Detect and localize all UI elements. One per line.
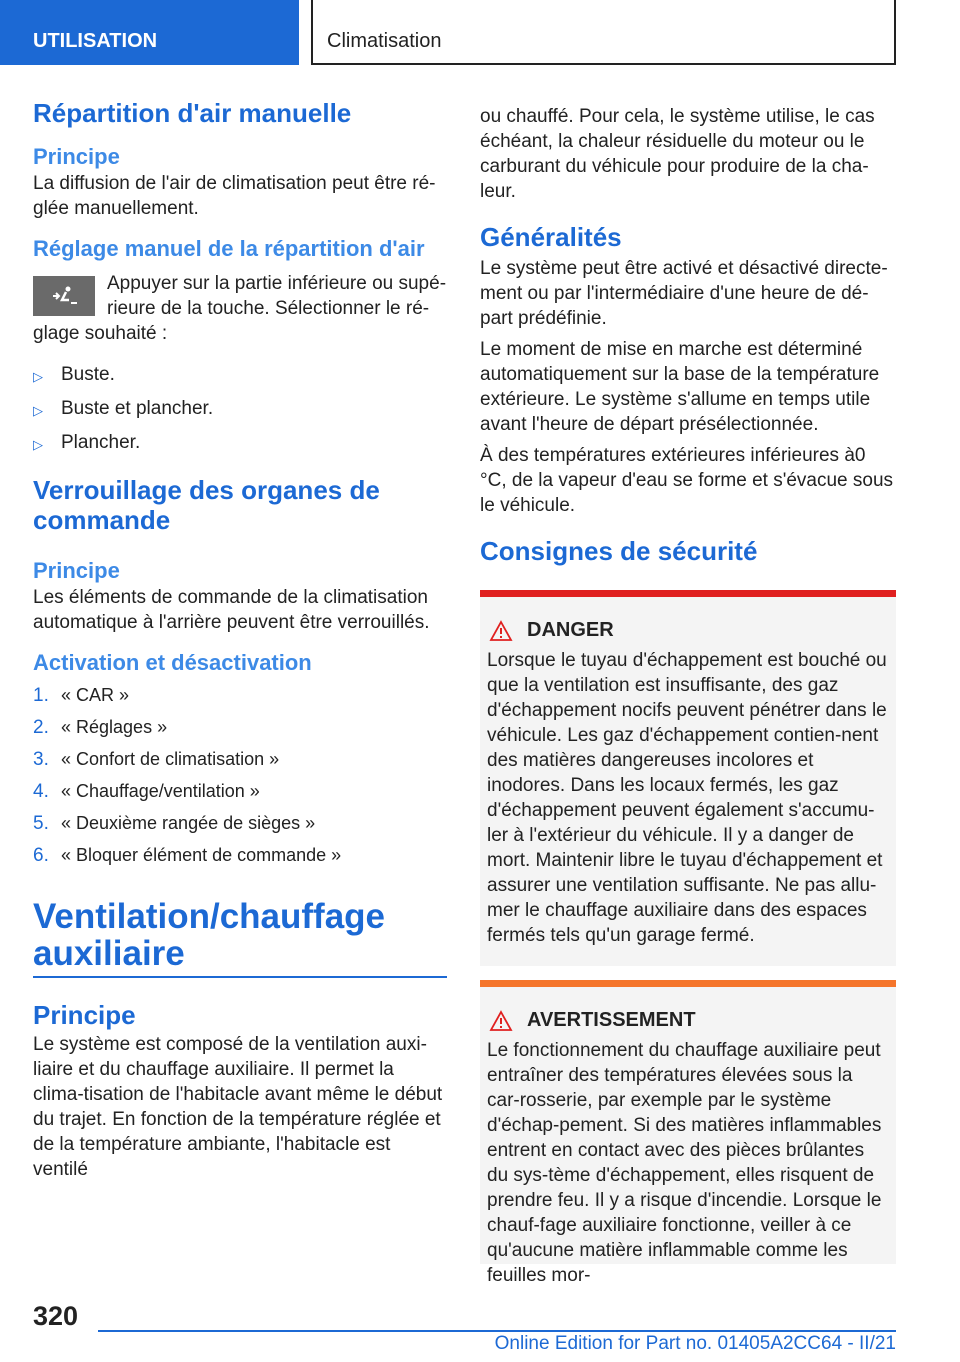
heading-ventilation: Ventilation/chauffage auxiliaire [33,897,385,973]
generalites-p3: À des températures extérieures inférieures à0 °C, de la vapeur d'eau se forme et s'évacue sous le véhicule. [480,445,894,516]
heading-principe-1: Principe [33,144,120,169]
section-title: Climatisation [311,0,896,65]
danger-text: Lorsque le tuyau d'échappement est bouché ou que la ventilation est insuffisante, des gaz d'échappement nocifs peuvent pénétrer dans le véhicule. Les gaz d'échappement contien-nent des matières dangereuses incolores et inodores. Dans les locaux fermés, les gaz d'échappement peuvent également s'accumu-ler à l'extérieur du véhicule. Il y a danger de mort. Maintenir libre le tuyau d'échappement et assurer une ventilation suffisante. Ne pas allu-mer le chauffage auxiliaire dans des espaces fermés tels qu'un garage fermé. [487,650,887,946]
step-item: 3. « Confort de climatisation » [33,749,280,770]
heading-repartition: Répartition d'air manuelle [33,98,352,128]
principe-3-text: Le système est composé de la ventilation auxi-liaire et du chauffage auxiliaire. Il permet la clima-tisation de l'habitacle avant même le début du trajet. En fonction de la température réglée et de la température ambiante, l'habitacle est ventilé [33,1034,443,1180]
reglage-text: Appuyer sur la partie inférieure ou supé-rieure de la touche. Sélectionner le ré-glage souhaité : [33,273,447,344]
air-distribution-button-icon [33,276,95,316]
heading-activation: Activation et désactivation [33,650,312,675]
danger-title: DANGER [487,619,890,642]
page-number: 320 [33,1301,79,1331]
list-item: ▷ Buste et plancher. [33,396,447,423]
heading-verrouillage: Verrouillage des organes de commande [33,475,380,535]
activation-steps [33,683,447,868]
triangle-bullet-icon: ▷ [33,403,43,418]
generalites-p2: Le moment de mise en marche est déterminé automatiquement sur la base de la température extérieure. Le système s'allume en temps utile avant l'heure de départ présélectionnée. [480,339,880,435]
reglage-block [33,271,447,346]
principe-2-text: Les éléments de commande de la climatisation automatique à l'arrière peuvent être verrouillés. [33,587,430,633]
left-column [33,98,447,1182]
avertissement-title: AVERTISSEMENT [487,1009,890,1032]
triangle-bullet-icon: ▷ [33,437,43,452]
heading-principe-3: Principe [33,1000,136,1030]
list-item: ▷ Buste. [33,362,447,389]
avertissement-text: Le fonctionnement du chauffage auxiliaire peut entraîner des températures élevées sous la car-rosserie, par exemple par le système d'échap-pement. Si des matières inflammables entrent en contact avec des pièces brûlantes du sys-tème d'échappement, elles risquent de prendre feu. Il y a risque d'incendie. Lorsque le chauf-fage auxiliaire fonctionne, veiller à ce qu'aucune matière inflammable comme les feuilles mor- [487,1040,882,1286]
generalites-p1: Le système peut être activé et désactivé directe-ment ou par l'intermédiaire d'une heure de dé-part prédéfinie. [480,258,888,329]
triangle-bullet-icon: ▷ [33,369,43,384]
heading-reglage: Réglage manuel de la répartition d'air [33,236,425,261]
avertissement-box [480,980,896,1286]
step-item: 6. « Bloquer élément de commande » [33,845,342,866]
step-item: 5. « Deuxième rangée de sièges » [33,813,316,834]
warning-triangle-icon [489,620,513,642]
step-item: 2. « Réglages » [33,717,168,738]
heading-rule [33,976,447,978]
air-options-list [33,362,447,457]
right-column [480,104,896,1286]
footer-edition[interactable]: Online Edition for Part no. 01405A2CC64 - II/21 [494,1333,896,1354]
danger-box [480,590,896,966]
heading-consignes: Consignes de sécurité [480,536,758,566]
principe-1-text: La diffusion de l'air de climatisation peut être ré-glée manuellement. [33,173,436,219]
step-item: 1. « CAR » [33,685,130,706]
heading-generalites: Généralités [480,222,622,252]
heading-principe-2: Principe [33,558,120,583]
chapter-tab[interactable]: UTILISATION [0,0,299,65]
footer-rule [98,1330,896,1332]
warning-triangle-icon [489,1010,513,1032]
continuation-text: ou chauffé. Pour cela, le système utilise, le cas échéant, la chaleur résiduelle du moteur ou le carburant du véhicule pour produire de la cha-leur. [480,106,875,202]
list-item: ▷ Plancher. [33,430,447,457]
step-item: 4. « Chauffage/ventilation » [33,781,260,802]
